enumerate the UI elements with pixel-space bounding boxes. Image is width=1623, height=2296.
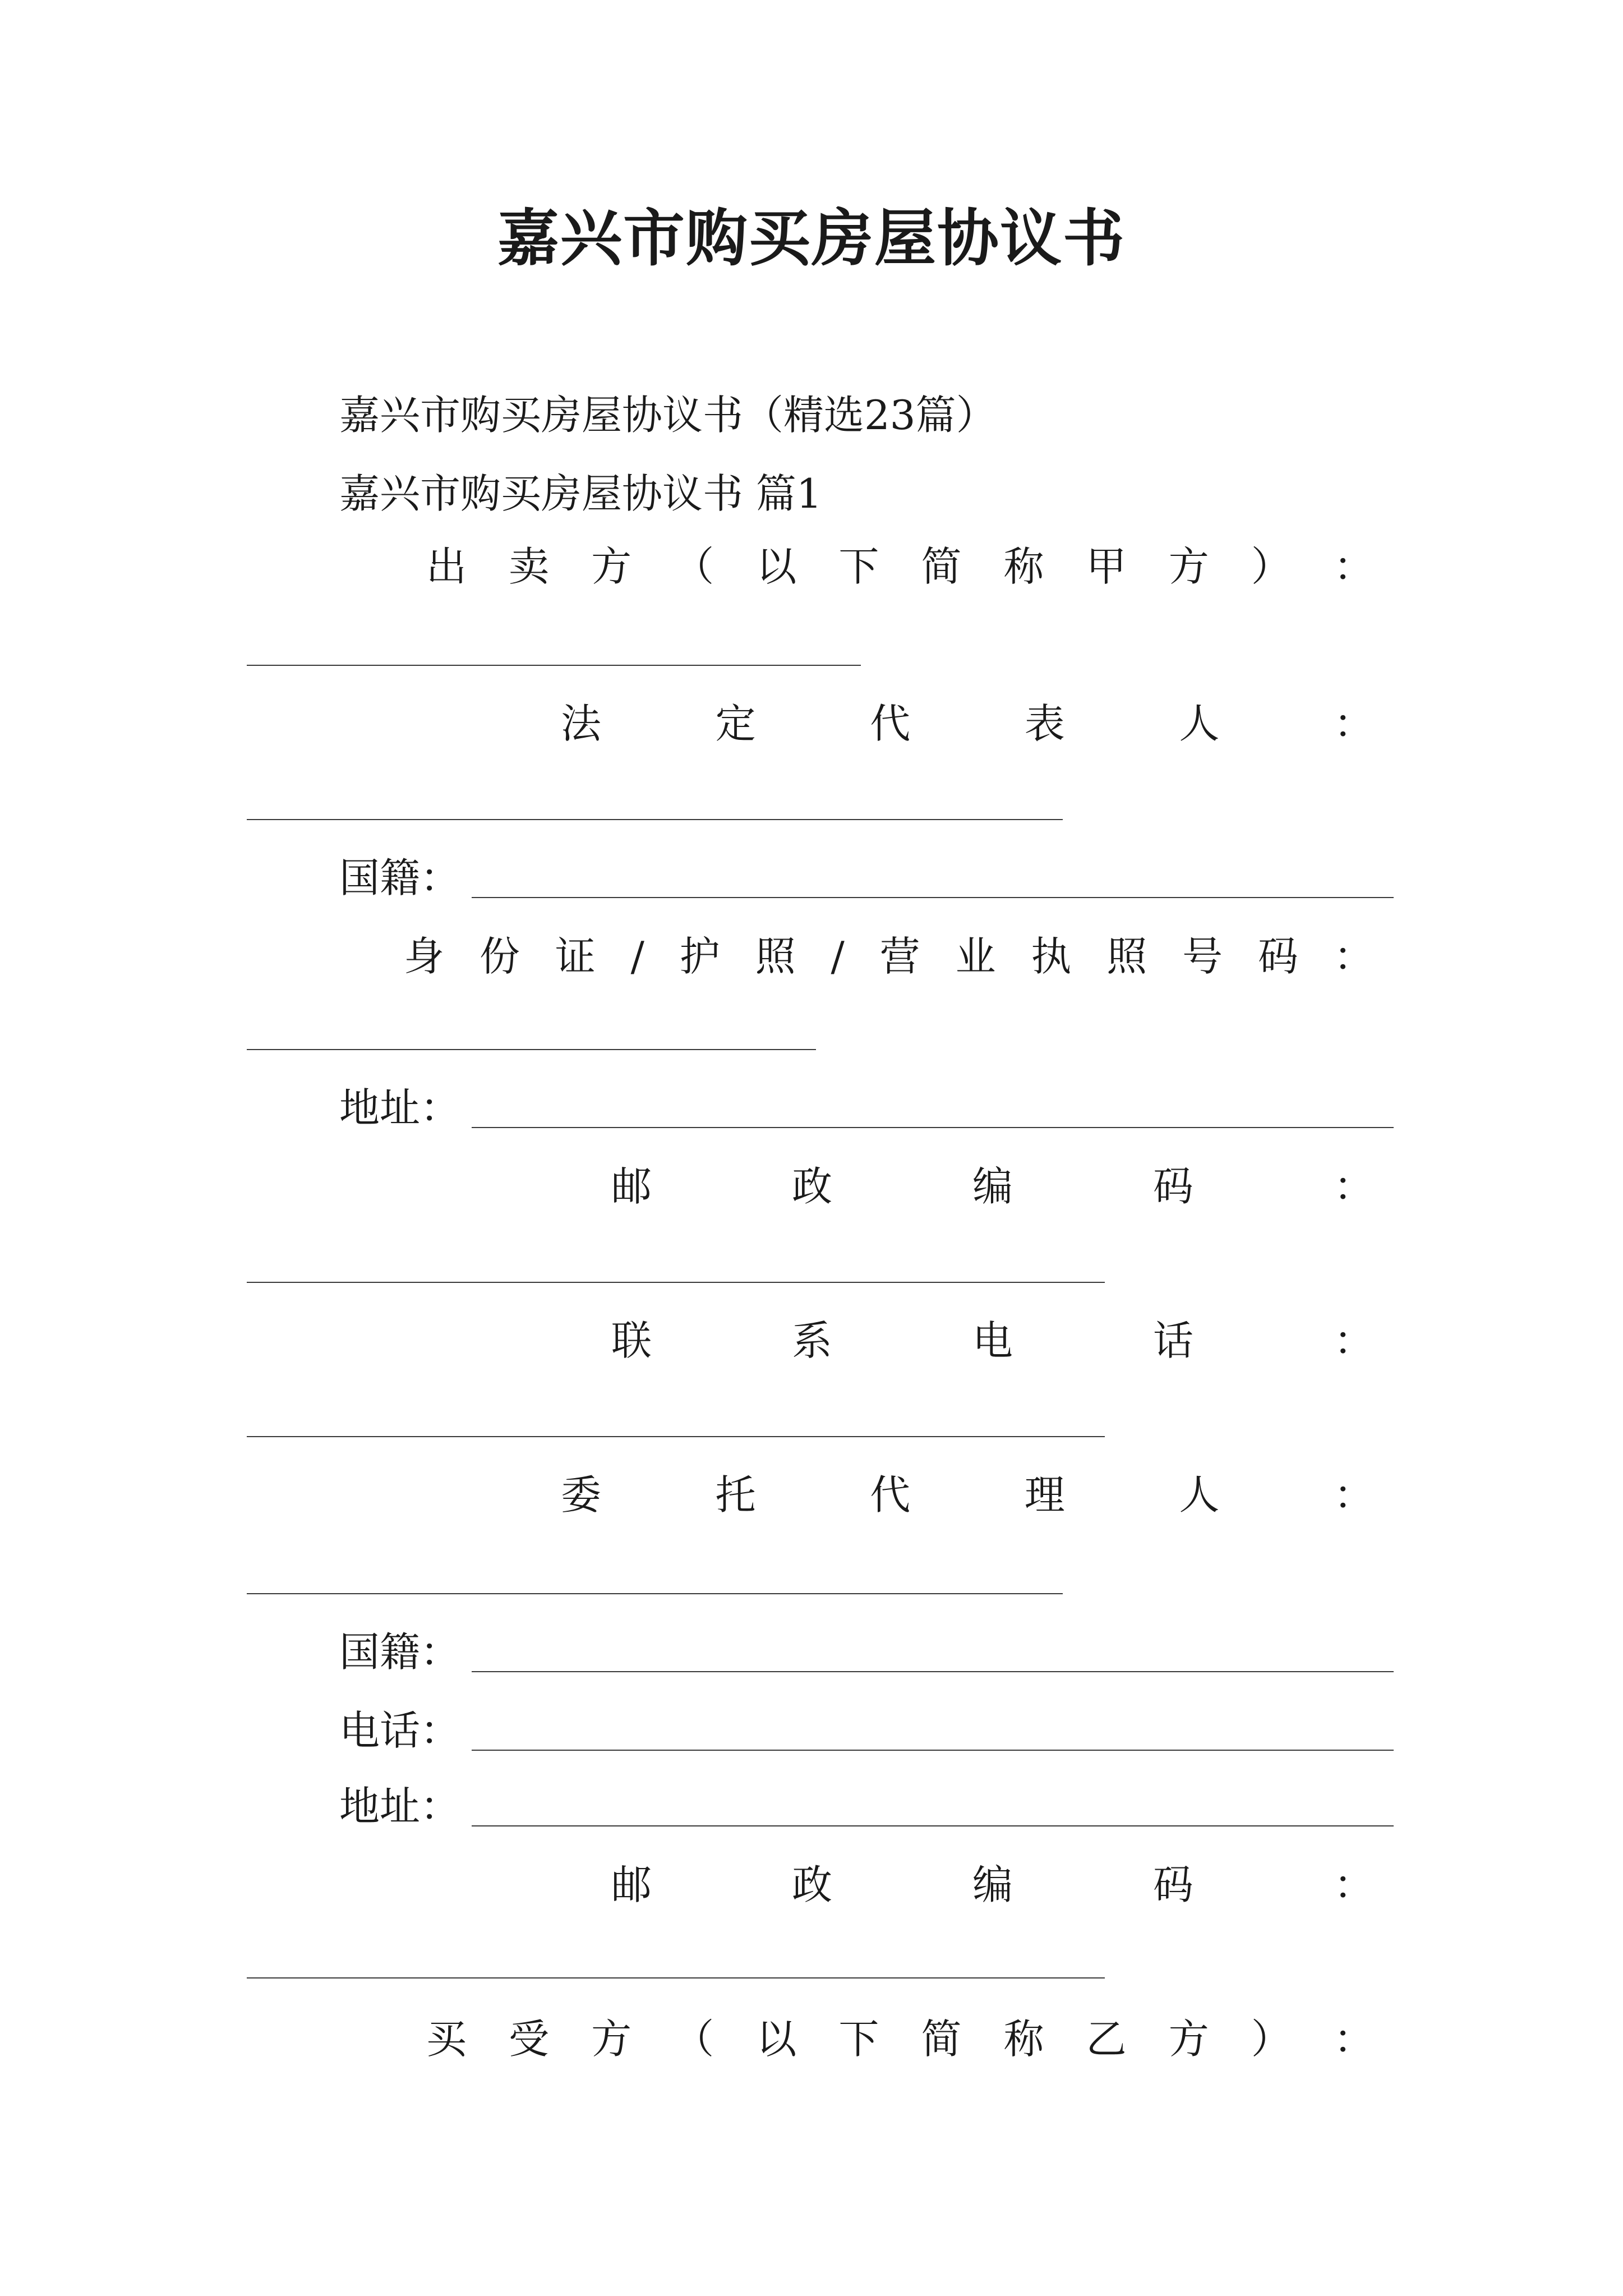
postcode-char: 邮	[611, 1163, 652, 1210]
seller-label-char: 简	[921, 543, 962, 590]
legal-rep-char: 定	[715, 700, 756, 747]
id-label-char: /	[630, 933, 644, 980]
agent-postcode-char: 码	[1152, 1861, 1193, 1908]
contact-phone-char: ：	[1333, 1317, 1374, 1364]
agent-postcode-char: 政	[791, 1861, 832, 1908]
address-blank-line	[472, 1127, 1394, 1128]
buyer-label-char: 买	[426, 2016, 467, 2063]
contact-phone-char: 联	[611, 1317, 652, 1364]
agent-phone-label: 电话：	[339, 1707, 461, 1754]
agent-char: 理	[1024, 1471, 1065, 1519]
agent-postcode-blank-line	[247, 1977, 1105, 1978]
agent-phone-blank-line	[472, 1750, 1394, 1751]
agent-char: 委	[561, 1471, 602, 1519]
id-label-char: 执	[1031, 933, 1072, 980]
buyer-label-char: 方	[591, 2016, 632, 2063]
buyer-label-char: ：	[1333, 2016, 1374, 2063]
id-number-blank-line	[247, 1049, 816, 1050]
agent-blank-line	[247, 1593, 1063, 1594]
id-label-char: 号	[1182, 933, 1223, 980]
id-label-char: 照	[1106, 933, 1147, 980]
agent-postcode-char: 邮	[611, 1861, 652, 1908]
id-label-char: 身	[404, 933, 445, 980]
legal-rep-label	[561, 696, 1374, 752]
seller-label-char: 称	[1003, 543, 1044, 590]
seller-blank-line	[247, 665, 861, 666]
buyer-label	[426, 2011, 1374, 2067]
agent-phone-field	[339, 1703, 1394, 1759]
seller-label-char: 方	[591, 543, 632, 590]
buyer-label-char: 下	[838, 2016, 879, 2063]
postcode-char: ：	[1333, 1163, 1374, 1210]
buyer-label-char: 以	[756, 2016, 797, 2063]
contact-phone-label	[611, 1313, 1374, 1369]
postcode-label	[611, 1158, 1374, 1214]
id-label-char: 业	[955, 933, 996, 980]
id-label-char: 护	[679, 933, 720, 980]
seller-label	[426, 539, 1374, 595]
agent-nationality-field	[339, 1624, 1394, 1680]
legal-rep-char: ：	[1333, 700, 1374, 747]
seller-label-char: 甲	[1086, 543, 1127, 590]
id-label-char: /	[831, 933, 845, 980]
contact-phone-blank-line	[247, 1436, 1105, 1437]
buyer-label-char: 简	[921, 2016, 962, 2063]
legal-rep-char: 法	[561, 700, 602, 747]
seller-label-char: （	[674, 543, 714, 590]
nationality-field	[339, 850, 1394, 906]
postcode-char: 政	[791, 1163, 832, 1210]
seller-label-char: ）	[1251, 543, 1292, 590]
id-label-char: 份	[479, 933, 520, 980]
nationality-blank-line	[472, 897, 1394, 898]
buyer-label-char: （	[674, 2016, 714, 2063]
agent-nationality-blank-line	[472, 1671, 1394, 1672]
seller-label-char: 下	[838, 543, 879, 590]
seller-label-char: 出	[426, 543, 467, 590]
contact-phone-char: 话	[1152, 1317, 1193, 1364]
postcode-char: 码	[1152, 1163, 1193, 1210]
address-label: 地址：	[339, 1084, 461, 1131]
agent-char: 人	[1179, 1471, 1220, 1519]
section-heading: 嘉兴市购买房屋协议书 篇1	[339, 470, 822, 517]
agent-postcode-char: 编	[972, 1861, 1013, 1908]
buyer-label-char: 称	[1003, 2016, 1044, 2063]
legal-rep-char: 人	[1179, 700, 1220, 747]
agent-char: 托	[715, 1471, 756, 1519]
id-label-char: 营	[879, 933, 920, 980]
seller-label-char: 卖	[509, 543, 550, 590]
document-subtitle: 嘉兴市购买房屋协议书（精选23篇）	[339, 392, 997, 439]
document-title: 嘉兴市购买房屋协议书	[497, 202, 1126, 274]
agent-nationality-label: 国籍：	[339, 1628, 461, 1676]
id-label-char: 码	[1258, 933, 1299, 980]
contact-phone-char: 系	[791, 1317, 832, 1364]
buyer-label-char: 受	[509, 2016, 550, 2063]
agent-label	[561, 1467, 1374, 1523]
seller-label-char: 方	[1168, 543, 1209, 590]
legal-rep-char: 表	[1024, 700, 1065, 747]
agent-address-label: 地址：	[339, 1783, 461, 1830]
buyer-label-char: 乙	[1086, 2016, 1127, 2063]
agent-char: 代	[870, 1471, 911, 1519]
id-number-label	[404, 928, 1374, 984]
postcode-char: 编	[972, 1163, 1013, 1210]
id-label-char: ：	[1333, 933, 1374, 980]
buyer-label-char: 方	[1168, 2016, 1209, 2063]
contact-phone-char: 电	[972, 1317, 1013, 1364]
agent-address-blank-line	[472, 1825, 1394, 1826]
legal-rep-blank-line	[247, 819, 1063, 820]
postcode-blank-line	[247, 1282, 1105, 1283]
nationality-label: 国籍：	[339, 854, 461, 901]
agent-postcode-label	[611, 1857, 1374, 1913]
buyer-label-char: ）	[1251, 2016, 1292, 2063]
agent-address-field	[339, 1778, 1394, 1834]
address-field	[339, 1080, 1394, 1136]
agent-char: ：	[1333, 1471, 1374, 1519]
id-label-char: 照	[755, 933, 796, 980]
id-label-char: 证	[555, 933, 596, 980]
legal-rep-char: 代	[870, 700, 911, 747]
seller-label-char: 以	[756, 543, 797, 590]
seller-label-char: ：	[1333, 543, 1374, 590]
agent-postcode-char: ：	[1333, 1861, 1374, 1908]
